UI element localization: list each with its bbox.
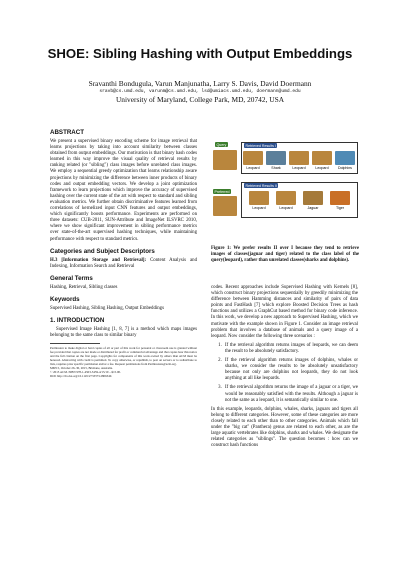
categories-description: Content Analysis and Indexing, Information Search and Retrieval [50,257,197,269]
abstract-heading: ABSTRACT [50,129,85,136]
retrieved-image [303,191,323,205]
figure-caption-label: Figure 1: [211,246,231,251]
retrieved-image-label: Leopard [252,206,266,210]
retrieved-image-label: Leopard [246,166,260,170]
scenario-item: 1. If the retrieval algorithm returns images of leopards, we can deem the result to be absolutely satisfactory. [223,343,358,355]
siblings-paragraph: In this example, leopards, dolphins, whales, sharks, jaguars and tigers all belong to different categories. However, some of these categories are more closely related to each other than to other categories. Animals which fall under the "big cat" (Panthera) genus are related to each other, as are the large aquatic vertebrates like dolphins, sharks and whales. We designate the related categories as "siblings". The question becomes : how can we construct hash functions [211,406,358,449]
scenario-item: 2. If the retrieval algorithm returns images of dolphins, whales or sharks, we consider the results to be absolutely unsatisfactory because not only are dolphins not leopards, they do not look anything at all like leopards. [223,358,358,382]
footnote-separator [50,343,100,344]
copyright-footer: Permission to make digital or hard copies of all or part of this work for personal or classroom use is granted without fee provided that copies are not made or distributed for profit or commercial advantage and that copies bear this notice and the full citation on the first page. Copyrights for components of this work owned by others than ACM must be honored. Abstracting with credit is permitted. To copy otherwise, or republish, to post on servers or to redistribute to lists, requires prior specific permission and/or a fee. Request permissions from Permissions@acm.org. [50,346,197,367]
keywords-text: Supervised Hashing, Sibling Hashing, Output Embeddings [50,305,164,311]
retrieved-results-2-badge: Retrieved Results II [245,183,277,188]
general-terms-text: Hashing, Retrieval, Sibling classes [50,284,118,290]
retrieved-image [330,191,350,205]
retrieved-image [276,191,296,205]
retrieved-image [249,191,269,205]
retrieved-image [289,151,309,165]
retrieved-image-label: Shark [271,166,281,170]
doi-footer: DOI: http://dx.doi.org/10.1145/2733373.2806340. [50,374,113,379]
retrieved-image-label: Jaguar [307,206,319,210]
conference-footer: MM'15, October 26–30, 2015, Brisbane, Australia. [50,366,113,371]
author-list: Sravanthi Bondugula, Varun Manjunatha, Larry S. Davis, David Doermann [88,79,312,88]
isbn-footer: © 2015 ACM. ISBN 978-1-4503-3459-4/15/10 ...$15.00. [50,370,121,375]
retrieved-image-label: Leopard [279,206,293,210]
scenario-item: 3. If the retrieval algorithm returns the image of a jaguar or a tiger, we would be reasonably satisfied with the results. Although a jaguar is not the same as a leopard, it is semantically similar to one. [223,385,358,403]
retrieved-image-label: Leopard [292,166,306,170]
query-badge: Query [216,142,227,147]
retrieved-results-1-badge: Retrieved Results I [245,143,276,148]
affiliation: University of Maryland, College Park, MD, 20742, USA [115,95,285,104]
retrieved-image-label: Tiger [335,206,345,210]
categories-heading: Categories and Subject Descriptors [50,247,155,255]
preferred-query-image [213,196,237,216]
retrieved-image [312,151,332,165]
intro-text: Supervised Image Hashing [1, 8, 7] is a method which maps images belonging to the same class to similar binary [50,326,197,339]
retrieved-image-label: Dolphins [338,166,352,170]
intro-continued-text: codes. Recent approaches include Supervised Hashing with Kernels [8], which construct binary projections sequentially by greedily minimizing the difference between Hamming distances and similarity of pairs of data points and FastHash [7] which explore Boosted Decision Trees as hash functions and utilizes a GraphCut based method for binary code inference. In this work, we develop a new approach to Supervised Hashing, which we motivate with the example shown in Figure 1. Consider an image retrieval problem that involves a database of animals and a query image of a leopard. Now consider the following three scenarios : [211,285,358,339]
retrieved-image [266,151,286,165]
retrieved-image-label: Leopard [315,166,329,170]
intro-heading: 1. INTRODUCTION [50,316,105,324]
categories-code: H.3 [Information Storage and Retrieval]: [50,257,147,263]
query-image [213,150,237,170]
retrieved-image [335,151,355,165]
keywords-heading: Keywords [50,295,80,303]
figure-caption [211,246,359,264]
general-terms-heading: General Terms [50,274,93,282]
abstract-text: We present a supervised binary encoding scheme for image retrieval that learns projections by taking into account similarity between classes obtained from output embeddings. Our motivation is that binary hash codes learned in this way improve the visual quality of retrieval results by ranking related (or "sibling") class images before unrelated class images. We employ a sequential greedy optimization that learns relationship aware projections by minimizing the difference between inner products of binary codes and output embedding vectors. We develop a joint optimization framework to learn projections which improve the accuracy of supervised hashing over the current state of the art with respect to standard and sibling evaluation metrics. We further obtain discriminative features learned from correlations of kernelized input CNN features and output embeddings, which significantly boosts performance. Experiments are performed on three datasets: CUB-2011, SUN-Attribute and ImageNet ILSVRC 2010, where we show significant improvement in sibling performance metrics over state-of-the-art supervised hashing techniques, while maintaining performance with respect to standard metrics. [50,139,197,242]
scenario-list [211,343,358,404]
paper-title: SHOE: Sibling Hashing with Output Embeddings [47,46,353,61]
author-emails: sravb@cs.umd.edu, varunm@cs.umd.edu, lsd@umiacs.umd.edu, doermann@umd.edu [99,89,301,94]
figure-1 [211,142,359,242]
preferred-badge: Preferred [214,189,230,194]
categories-text [50,258,197,270]
right-column [211,285,358,451]
left-column [50,129,197,378]
figure-caption-text: We prefer results II over I because they tend to retrieve images of classes(jaguar and tiger) related to the class label of the query(leopard), rather than unrelated classes(sharks and dolphins). [211,246,359,263]
retrieved-image [243,151,263,165]
